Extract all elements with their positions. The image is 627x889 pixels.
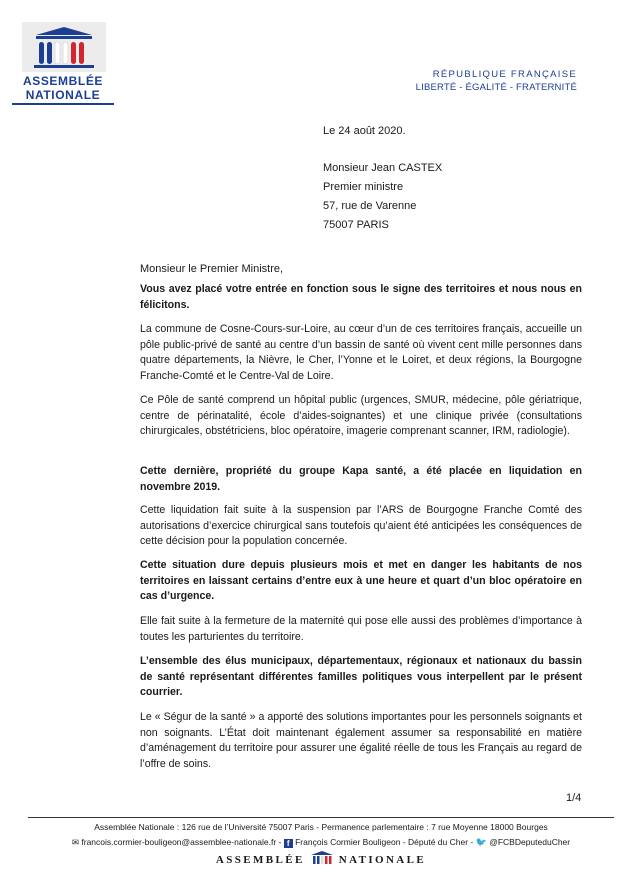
republique-francaise: RÉPUBLIQUE FRANÇAISE (432, 69, 577, 80)
footer-brand-right: NATIONALE (338, 854, 427, 866)
recipient-city: 75007 PARIS (323, 219, 389, 231)
republic-heading (416, 68, 577, 94)
footer-twitter[interactable]: @FCBDeputeduCher (489, 837, 571, 847)
letter-date: Le 24 août 2020. (323, 125, 406, 137)
recipient-address (323, 159, 442, 235)
logo-underline (12, 103, 114, 105)
footer-brand (28, 851, 614, 866)
logo-text-assemblee: ASSEMBLÉE (22, 74, 104, 88)
paragraph-5: Cette liquidation fait suite à la suspension par l’ARS de Bourgogne Franche Comté des autorisations d’exercice chirurgical sans toutefois qu’aient été anticipées les conséquences de cette décision pour la population concernée. (140, 504, 582, 548)
footer-addresses: Assemblée Nationale : 126 rue de l’Université 75007 Paris - Permanence parlementaire : 7 rue Moyenne 18000 Bourges (94, 822, 548, 832)
salutation: Monsieur le Premier Ministre, (140, 263, 284, 275)
paragraph-1: Vous avez placé votre entrée en fonction sous le signe des territoires et nous nous en félicitons. (140, 283, 582, 311)
recipient-street: 57, rue de Varenne (323, 200, 417, 212)
paragraph-3: Ce Pôle de santé comprend un hôpital public (urgences, SMUR, médecine, pôle gériatrique, centre de périnatalité, école d’aides-soignantes) et une clinique privée (consultations chirurgicales, obstétriciens, bloc opératoire, imagerie comprenant scanner, IRM, radiologie). (140, 394, 582, 438)
national-motto: LIBERTÉ - ÉGALITÉ - FRATERNITÉ (415, 82, 577, 93)
paragraph-9: Le « Ségur de la santé » a apporté des solutions importantes pour les personnels soignants et non soignants. L’État doit maintenant également assumer sa responsabilité en matière d’aménagement du territoire pour assurer une égalité réelle de tous les Français au regard de l’offre de soins. (140, 711, 582, 771)
paragraph-2: La commune de Cosne-Cours-sur-Loire, au cœur d’un de ces territoires français, accueille un pôle public-privé de santé au centre d’un bassin de santé où vivent cent mille personnes dans quatre départements, la Nièvre, le Cher, l’Yonne et le Loiret, et deux régions, la Bourgogne Franche-Comté et le Centre-Val de Loire. (140, 323, 582, 383)
page-number: 1/4 (566, 792, 582, 804)
facebook-icon: f (284, 839, 293, 848)
hemicycle-emblem (22, 22, 106, 72)
footer-emblem-icon (309, 851, 335, 865)
paragraph-6: Cette situation dure depuis plusieurs mois et met en danger les habitants de nos territoires en laissant certains d’entre eux à une heure et quart d’un bloc opératoire en cas d’urgence. (140, 559, 582, 603)
footer-contacts: ✉ francois.cormier-bouligeon@assemblee-nationale.fr - f François Cormier Bouligeon - Député du Cher - 🐦 @FCBDeputeduCher (71, 837, 571, 848)
email-icon: ✉ (71, 837, 79, 847)
paragraph-7: Elle fait suite à la fermeture de la maternité qui pose elle aussi des problèmes d’importance à toutes les parturientes du territoire. (140, 615, 582, 643)
footer-brand-left: ASSEMBLÉE (215, 854, 305, 866)
paragraph-8: L’ensemble des élus municipaux, départementaux, régionaux et nationaux du bassin de santé représentant différentes familles politiques vous interpellent par le présent courrier. (140, 655, 582, 699)
footer-divider (28, 817, 614, 818)
footer-email[interactable]: francois.cormier-bouligeon@assemblee-nationale.fr (81, 837, 277, 847)
paragraph-4: Cette dernière, propriété du groupe Kapa santé, a été placée en liquidation en novembre 2019. (140, 465, 582, 493)
assemblee-nationale-logo (12, 20, 114, 106)
footer-facebook[interactable]: François Cormier Bouligeon - Député du Cher (295, 837, 469, 847)
recipient-name: Monsieur Jean CASTEX (323, 162, 443, 174)
recipient-title: Premier ministre (323, 181, 404, 193)
logo-text-nationale: NATIONALE (25, 88, 101, 102)
twitter-icon: 🐦 (475, 837, 487, 847)
